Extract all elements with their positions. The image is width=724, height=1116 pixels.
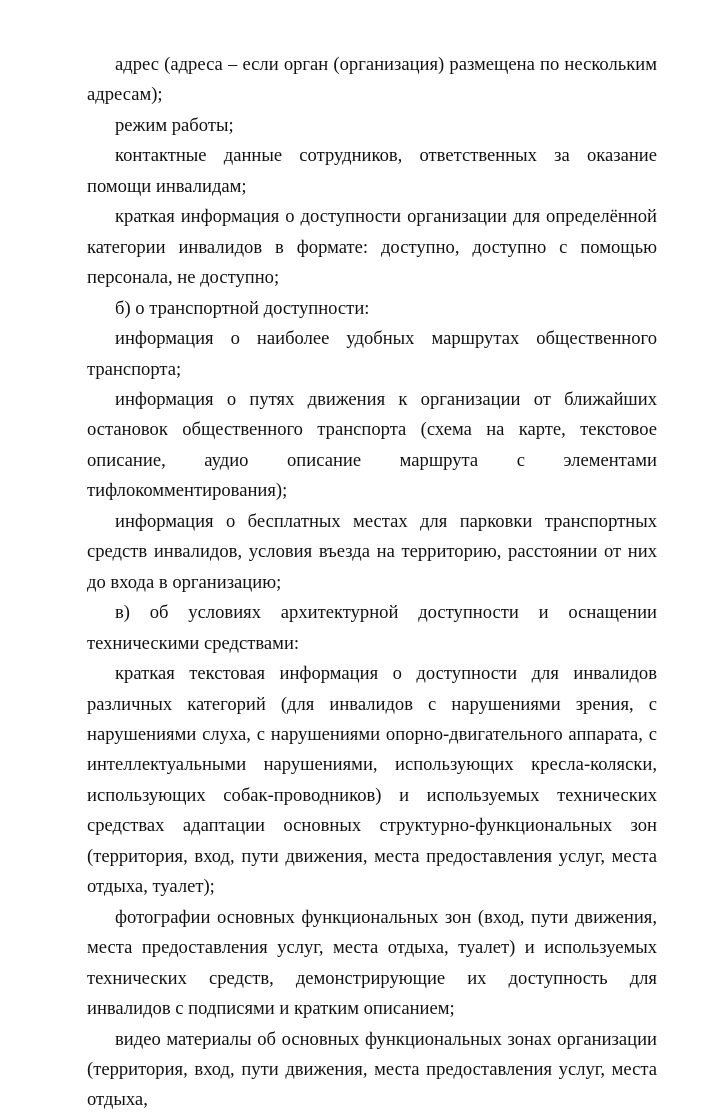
paragraph-work-hours: режим работы; (115, 114, 234, 136)
paragraph-parking: информация о бесплатных местах для парковки транспортных средств инвалидов, условия въезда на территорию, расстоянии от них до входа в организацию; (87, 510, 657, 593)
paragraph-architecture-heading: в) об условиях архитектурной доступности и оснащении техническими средствами: (87, 602, 657, 654)
paragraph-accessibility-brief: краткая информация о доступности организации для определённой категории инвалидов в формате: доступно, доступно с помощью персонала, не доступно; (87, 206, 657, 289)
paragraph-photos: фотографии основных функциональных зон (вход, пути движения, места предоставления услуг, места отдыха, туалет) и используемых технических средств, демонстрирующие их доступность для инвалидов с подписями и кратким описанием; (87, 906, 657, 1020)
document-page (87, 50, 657, 1116)
paragraph-transport-heading: б) о транспортной доступности: (115, 297, 370, 319)
paragraph-text-info: краткая текстовая информация о доступности для инвалидов различных категорий (для инвалидов с нарушениями зрения, с нарушениями слуха, с нарушениями опорно-двигательного аппарата, с интеллектуальными нарушениями, использующих кресла-коляски, использующих собак-проводников) и используемых технических средствах адаптации основных структурно-функциональных зон (территория, вход, пути движения, места предоставления услуг, места отдыха, туалет); (87, 663, 657, 898)
paragraph-transport-routes: информация о наиболее удобных маршрутах общественного транспорта; (87, 328, 657, 380)
paragraph-address: адрес (адреса – если орган (организация) размещена по нескольким адресам); (87, 54, 657, 106)
paragraph-contacts: контактные данные сотрудников, ответственных за оказание помощи инвалидам; (87, 145, 657, 197)
paragraph-travel-paths: информация о путях движения к организации от ближайших остановок общественного транспорта (схема на карте, текстовое описание, аудио описание маршрута с элементами тифлокомментирования); (87, 388, 657, 502)
paragraph-video: видео материалы об основных функциональных зонах организации (территория, вход, пути движения, места предоставления услуг, места отдыха, (87, 1028, 657, 1111)
